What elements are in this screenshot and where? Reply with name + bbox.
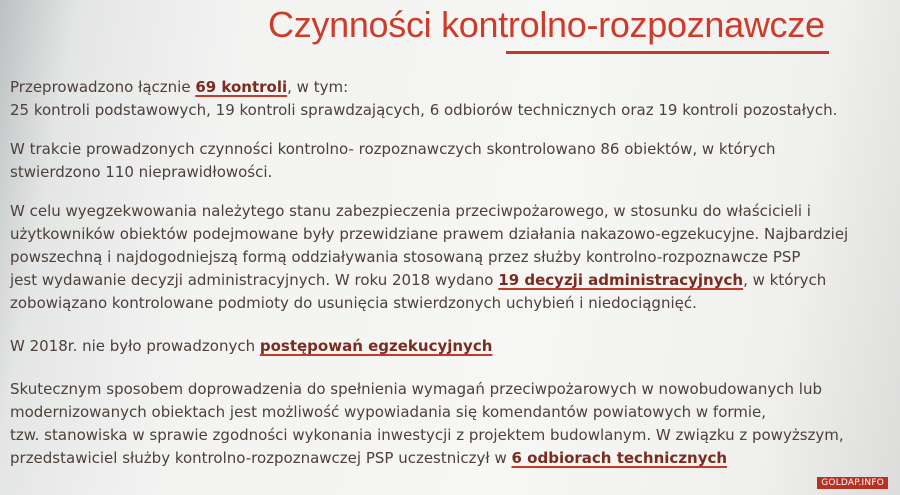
paragraph-controls-summary [10,76,890,122]
slide-title: Czynności kontrolno-rozpoznawcze [268,4,825,45]
text-segment: W 2018r. nie było prowadzonych [10,337,260,355]
highlight-69-controls: 69 kontroli [195,78,288,96]
text-line: W celu wyegzekwowania należytego stanu zabezpieczenia przeciwpożarowego, w stosunku do właścicieli i [10,202,811,220]
paragraph-inspected-objects [10,138,890,184]
watermark-logo: GOLDAP.INFO [817,477,888,489]
paragraph-enforcement-proceedings [10,335,890,358]
text-line [10,335,890,358]
highlight-19-decisions: 19 decyzji administracyjnych [498,271,744,289]
paragraph-enforcement [10,200,890,315]
paragraph-technical-acceptances [10,378,890,470]
text-segment: przedstawiciel służby kontrolno-rozpoznawczej PSP uczestniczył w [10,449,512,467]
text-line: 25 kontroli podstawowych, 19 kontroli sprawdzających, 6 odbiorów technicznych oraz 19 kontroli pozostałych. [10,101,838,119]
text-line: użytkowników obiektów podejmowane były przewidziane prawem działania nakazowo-egzekucyjne. Najbardziej [10,225,849,243]
text-segment: , w tym: [287,78,349,96]
text-segment: Przeprowadzono łącznie [10,78,196,96]
text-line [10,447,890,470]
text-line: zobowiązano kontrolowane podmioty do usunięcia stwierdzonych uchybień i niedociągnięć. [10,294,697,312]
highlight-proceedings: postępowań egzekucyjnych [259,337,493,355]
text-line: Skutecznym sposobem doprowadzenia do spełnienia wymagań przeciwpożarowych w nowobudowanych lub [10,380,822,398]
text-line: powszechną i najdogodniejszą formą oddziaływania stosowaną przez służby kontrolno-rozpoznawcze PSP [10,248,801,266]
text-line [10,269,890,292]
text-line: modernizowanych obiektach jest możliwość wypowiadania się komendantów powiatowych w formie, [10,403,767,421]
text-line: tzw. stanowiska w sprawie zgodności wykonania inwestycji z projektem budowlanym. W związku z powyższym, [10,426,844,444]
text-segment: jest wydawanie decyzji administracyjnych. W roku 2018 wydano [10,271,499,289]
slide-body [10,76,890,470]
text-line: stwierdzono 110 nieprawidłowości. [10,163,273,181]
text-line: W trakcie prowadzonych czynności kontrolno- rozpoznawczych skontrolowano 86 obiektów, w których [10,140,776,158]
text-segment: , w których [743,271,827,289]
highlight-6-acceptances: 6 odbiorach technicznych [511,449,728,467]
text-line [10,76,890,99]
title-underline [506,51,829,54]
